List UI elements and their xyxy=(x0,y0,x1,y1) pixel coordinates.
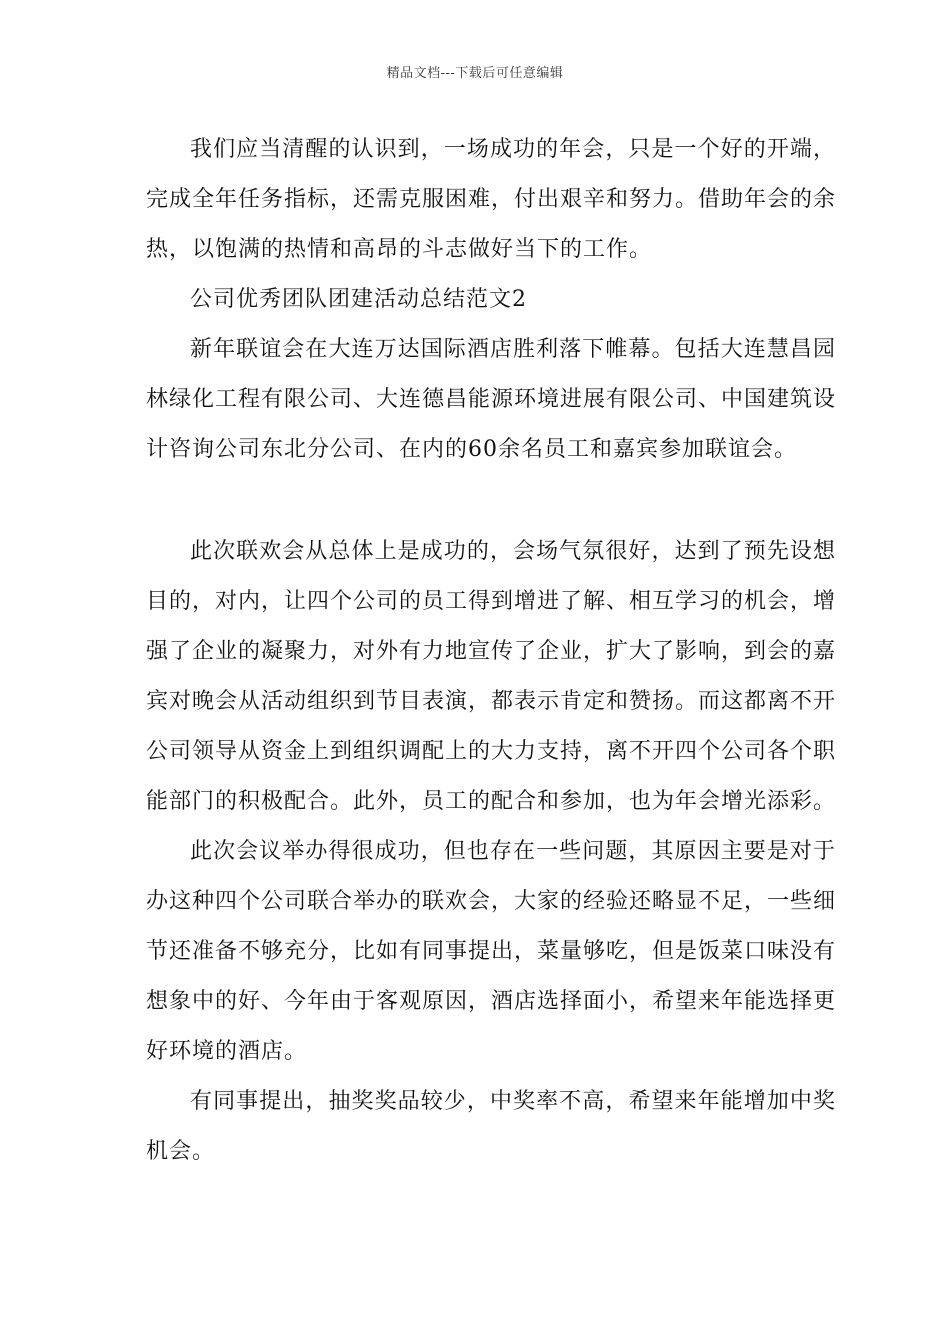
paragraph-1: 我们应当清醒的认识到，一场成功的年会，只是一个好的开端，完成全年任务指标，还需克服困难，付出艰辛和努力。借助年会的余热，以饱满的热情和高昂的斗志做好当下的工作。 xyxy=(146,137,837,262)
paragraph-2: 新年联谊会在大连万达国际酒店胜利落下帷幕。包括大连慧昌园林绿化工程有限公司、大连德昌能源环境进展有限公司、中国建筑设计咨询公司东北分公司、在内的60余名员工和嘉宾参加联谊会。 xyxy=(146,337,837,462)
page-header: 精品文档---下载后可任意编辑 xyxy=(386,66,564,81)
section-heading: 公司优秀团队团建活动总结范文2 xyxy=(190,287,527,312)
document-body xyxy=(146,125,836,1177)
paragraph-5: 有同事提出，抽奖奖品较少，中奖率不高，希望来年能增加中奖机会。 xyxy=(146,1089,836,1164)
blank-line xyxy=(146,475,836,527)
paragraph-3: 此次联欢会从总体上是成功的，会场气氛很好，达到了预先设想目的，对内，让四个公司的员工得到增进了解、相互学习的机会，增强了企业的凝聚力，对外有力地宣传了企业，扩大了影响，到会的嘉宾对晚会从活动组织到节目表演，都表示肯定和赞扬。而这都离不开公司领导从资金上到组织调配上的大力支持，离不开四个公司各个职能部门的积极配合。此外，员工的配合和参加，也为年会增光添彩。 xyxy=(146,539,837,814)
paragraph-4: 此次会议举办得很成功，但也存在一些问题，其原因主要是对于办这种四个公司联合举办的联欢会，大家的经验还略显不足，一些细节还准备不够充分，比如有同事提出，菜量够吃，但是饭菜口味没有想象中的好、今年由于客观原因，酒店选择面小，希望来年能选择更好环境的酒店。 xyxy=(146,839,837,1064)
